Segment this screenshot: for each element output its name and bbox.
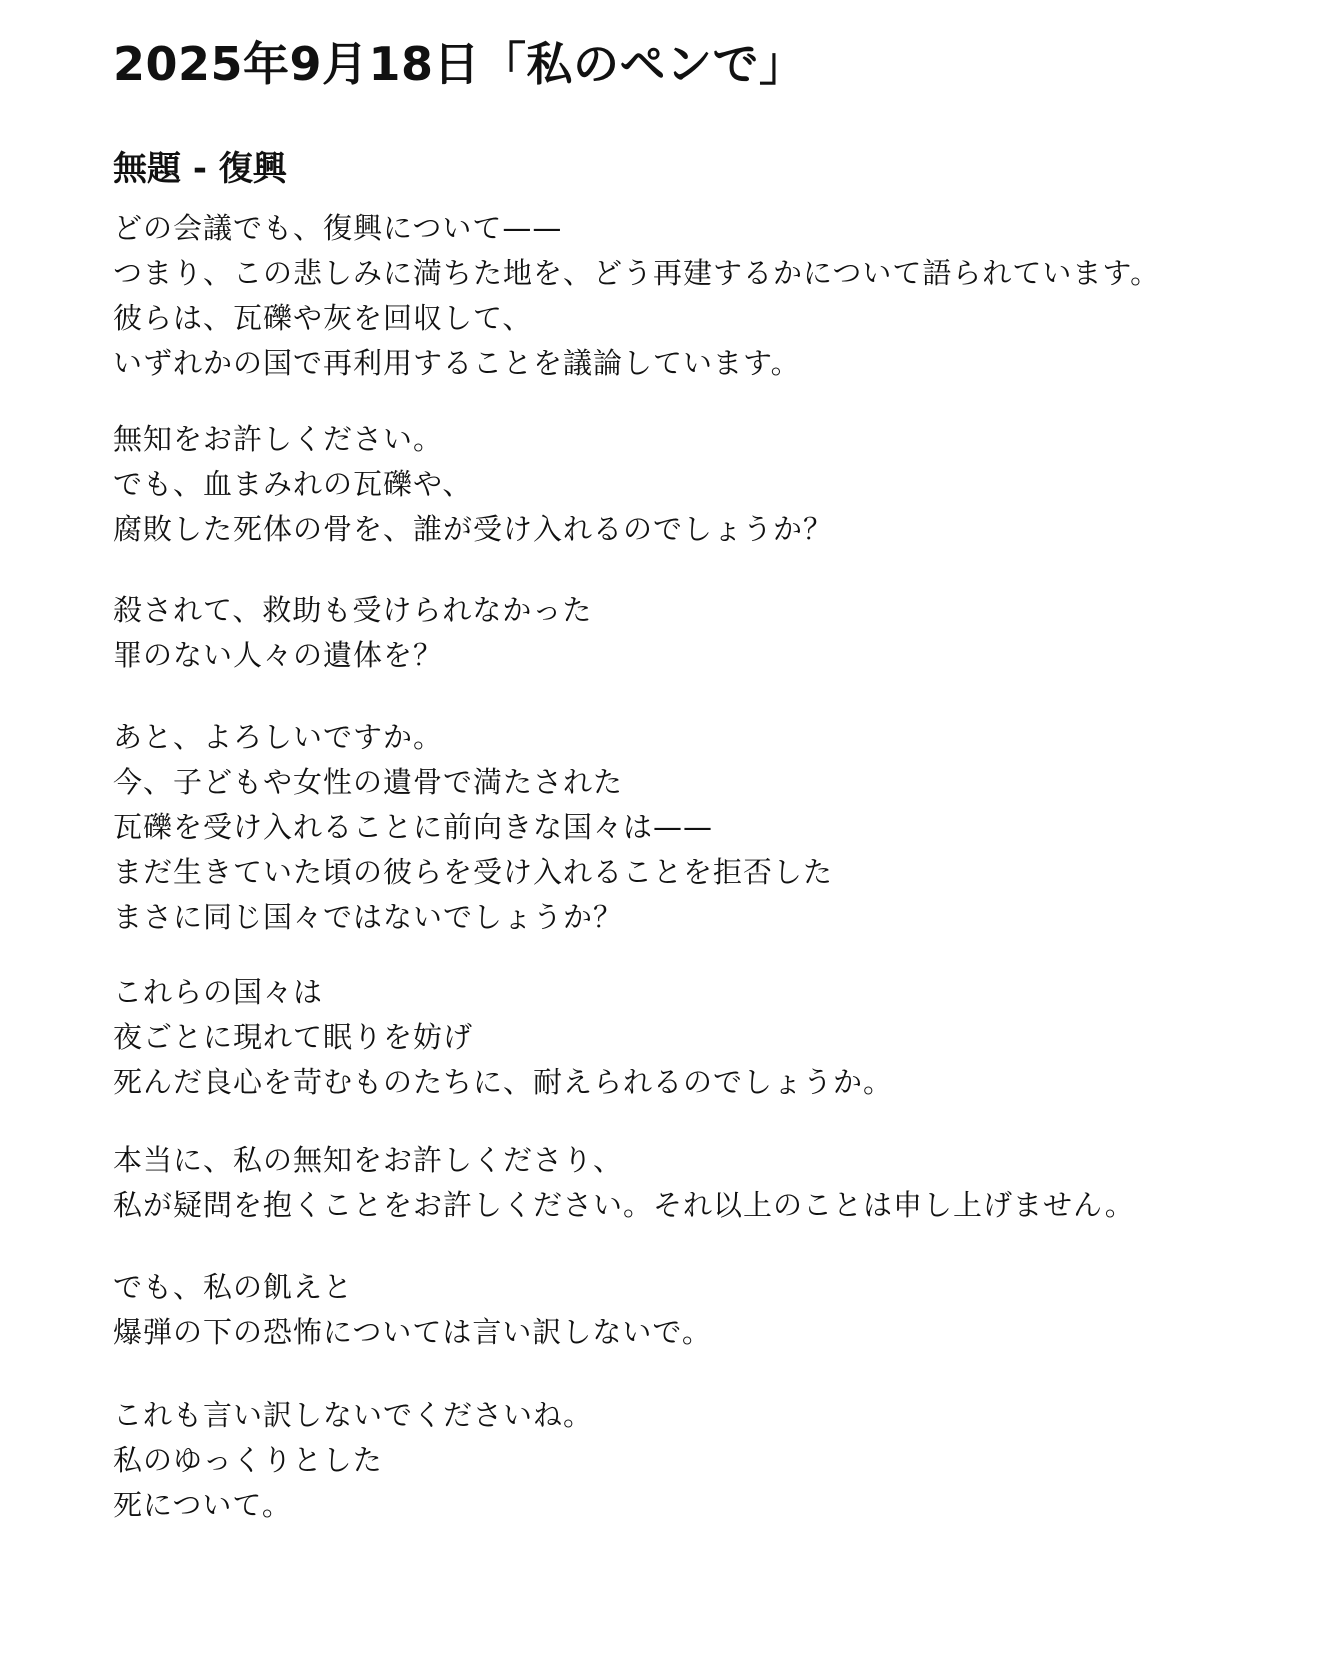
poem-line: でも、血まみれの瓦礫や、 <box>113 467 473 501</box>
poem-line: 無知をお許しください。 <box>113 422 444 456</box>
stanza-2 <box>113 417 833 552</box>
stanza-3 <box>113 588 592 678</box>
poem-line: これらの国々は <box>113 975 324 1009</box>
poem-line: まだ生きていた頃の彼らを受け入れることを拒否した <box>113 855 834 889</box>
poem-line: つまり、この悲しみに満ちた地を、どう再建するかについて語られています。 <box>113 256 1161 290</box>
page-title: 2025年9月18日「私のペンで」 <box>113 37 806 91</box>
poem-line: 私のゆっくりとした <box>113 1443 383 1477</box>
poem-line: 死について。 <box>113 1488 292 1522</box>
poem-line: 瓦礫を受け入れることに前向きな国々は—— <box>113 810 714 844</box>
poem-line: 今、子どもや女性の遺骨で満たされた <box>113 765 624 799</box>
poem-line: あと、よろしいですか。 <box>113 720 444 754</box>
poem-line: いずれかの国で再利用することを議論しています。 <box>113 346 801 380</box>
stanza-8 <box>113 1393 593 1528</box>
poem-line: まさに同じ国々ではないでしょうか？ <box>113 900 624 934</box>
poem-line: 夜ごとに現れて眠りを妨げ <box>113 1020 474 1054</box>
poem-line: 腐敗した死体の骨を、誰が受け入れるのでしょうか？ <box>113 512 834 546</box>
poem-line: でも、私の飢えと <box>113 1270 354 1304</box>
stanza-5 <box>113 970 893 1105</box>
poem-line: これも言い訳しないでくださいね。 <box>113 1398 594 1432</box>
stanza-4 <box>113 715 833 940</box>
poem-line: 彼らは、瓦礫や灰を回収して、 <box>113 301 533 335</box>
poem-line: 死んだ良心を苛むものたちに、耐えられるのでしょうか。 <box>113 1065 894 1099</box>
poem-line: 爆弾の下の恐怖については言い訳しないで。 <box>113 1315 712 1349</box>
poem-title: 無題 - 復興 <box>113 149 287 189</box>
poem-line: 本当に、私の無知をお許しくださり、 <box>113 1143 624 1177</box>
stanza-6 <box>113 1138 1135 1228</box>
poem-line: 私が疑問を抱くことをお許しください。それ以上のことは申し上げません。 <box>113 1188 1135 1222</box>
stanza-1 <box>113 206 1160 386</box>
stanza-7 <box>113 1265 712 1355</box>
poem-line: 罪のない人々の遺体を？ <box>113 638 444 672</box>
poem-line: どの会議でも、復興について—— <box>113 211 563 245</box>
poem-line: 殺されて、救助も受けられなかった <box>113 593 593 627</box>
